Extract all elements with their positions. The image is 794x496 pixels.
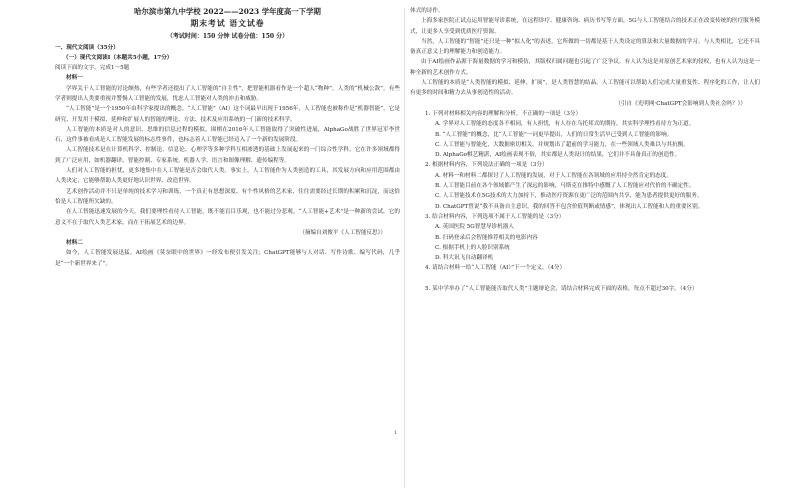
column-divider (404, 8, 405, 488)
source-citation: （摘编自刘俊平《人工智能反思》） (299, 229, 386, 236)
question-option: A. 材料一和材料二都探讨了人工智能的发展，对于人工智能在各领域的应用持全然肯定的态度。 (435, 172, 672, 179)
material-one-label: 材料一 (66, 75, 83, 82)
paragraph: “人工智能”是一个1950年由科学家提出的概念。“人工智能”（AI）这个词最早出现于1956年，人工智能也被称作是“机器智能”，它是研究、开发用于模拟、延伸和扩展人的智能的理论、方法、技术及应用系统的一门新的技术科学。 (55, 106, 400, 123)
exam-title: 期末考试 语文试卷 (190, 19, 265, 28)
question-option: B. 人工智能目前在各个领域都产生了深远的影响，马斯克在推特中感慨了人工智能应对代价的不确定性。 (435, 183, 695, 190)
question-2: 2. 根据材料内容，下列说法正确的一项是（3分） (425, 162, 548, 169)
paragraph: 学界关于人工智能的讨论颇热，有些学者还提出了人工智能的“自主性”，把智能机器看作是一个超人“物种”，人类的“机械公敌”。有些学者则提出人类要重视并警惕人工智能的发展，忧虑人工智能对人类的冲击和威胁。 (55, 85, 400, 102)
paragraph: 上海多家医院正试点运用智能导诊系统，在远程诊疗、健康咨询、病历书写等方面，5G与人工智能结合的技术正在改变传统的医疗服务模式，让更多人享受到优质医疗资源。 (410, 18, 760, 35)
paragraph: 人们对人工智能的担忧，更多地集中在人工智能是否会取代人类。事实上，人工智能作为人类创造的工具，其发展方向和应用范围都由人类决定，它能够帮助人类更好地认识世界、改造世界。 (55, 168, 400, 185)
paragraph: 在人工智能迅速发展的今天，我们要理性看待人工智能，既不能盲目乐观，也不能过分悲观。“人工智能+艺术”是一种新的尝试，它的意义不在于取代人类艺术家，而在于拓展艺术的边界。 (55, 209, 400, 226)
school-title: 哈尔滨市第九中学校 2022——2023 学年度高一下学期 (134, 7, 321, 16)
left-column (55, 6, 400, 269)
question-option: B. 扫码登录后会智能推荐相关的电影内容 (435, 234, 538, 241)
question-4: 4. 请结合材料一给“人工智能（AI）”下一个定义。（4分） (425, 265, 566, 272)
material-two-label: 材料二 (66, 240, 83, 247)
section-heading: 一、现代文阅读（35分） (55, 44, 119, 51)
subsection-heading: （一）现代文阅读Ⅰ（本题共5小题，17分） (63, 54, 173, 61)
question-option: D. AlphaGo棋艺精湛，AI绘画表现不俗，其实都是人类设计的结果，它们并不具备真正的创造性。 (435, 152, 681, 159)
question-option: A. 英国医院 5G智慧导诊机器人 (435, 224, 514, 231)
paragraph: 人工智能的本质是对人的意识、思维的信息过程的模拟。围棋在2016年人工智能取得了突破性进展，AlphaGo战胜了世界冠军李世石，这件事被看成是人工智能发展的标志性事件，也标志着人工智能已经迈入了一个新的发展阶段。 (55, 126, 400, 144)
question-option: D. 科大讯飞自动翻译机 (435, 255, 494, 262)
question-option: C. 根据手机上的人脸识别系统 (435, 244, 510, 251)
paragraph: 由于AI绘画作品源于海量数据的学习和模仿，其版权归属问题也引起了广泛争议。有人认为这是对原创艺术家的侵权，也有人认为这是一种全新的艺术创作方式。 (410, 59, 760, 76)
question-1: 1. 下列对材料相关内容的理解和分析，不正确的一项是（3分） (425, 110, 582, 117)
paragraph: 人工智能技术是在计算机科学、控制论、信息论、心理学等多种学科互相渗透的基础上发展起来的一门综合性学科，它在许多领域都得到了广泛应用，如机器翻译、智能控制、专家系统、机器人学、语言和图像理解、遗传编程等。 (55, 147, 400, 164)
exam-meta: （考试时间：150 分钟 试卷分值：150 分） (166, 32, 289, 40)
question-option: D. ChatGPT曾说“我不具备自主意识，我的回答不包含价值判断或情感”，体现出人工智能和人的重要区别。 (435, 203, 704, 210)
right-column (410, 6, 760, 294)
source-citation: （引自《光明网·ChatGPT会影响到人类社会吗？》） (615, 100, 746, 107)
question-option: B. “人工智能”的概念，比“人工智能”一词更早提出，人们的日常生活早已受到人工智能的影响。 (435, 131, 673, 138)
page-number: 1 (394, 430, 398, 436)
question-5: 5. 某中学举办了“人工智能能否取代人类”主题辩论会，请结合材料完成下面的表格，每点不超过30字。（4分） (425, 285, 698, 292)
question-option: C. 人工智能技术在5G技术的大力加持下，推动医疗资源在更广泛的范围内共享，能为患者提供更好的服务。 (435, 193, 703, 200)
question-3: 3. 结合材料内容，下列选项不属于人工智能的是（3分） (425, 213, 565, 220)
reading-instruction: 阅读下面的文字，完成1～5题 (55, 65, 130, 72)
paragraph: 艺术创作活动并不只是单纯的技术学习和训练，一个真正有思想深度、有个性风格的艺术家，往往需要经过长期的积累和沉淀，而这恰恰是人工智能所欠缺的。 (55, 188, 400, 205)
question-option: C. 人工智能与智能化，大数据密切相关，并规划出了超前的学习能力，在一些领域人类难以与其抗衡。 (435, 141, 689, 148)
paragraph: 体式的诗作。 (410, 8, 444, 14)
paragraph: 人工智能的本质是“人类智能的模拟、延伸、扩展”，是人类智慧的结晶。人工智能可以帮助人们完成大量重复性、程序化的工作，让人们有更多的时间和精力去从事创造性的活动。 (410, 80, 760, 97)
question-option: A. 学界对人工智能的态度各不相同，有人担忧，有人存在乌托邦式的期待，其实科学理性看待方为正道。 (435, 121, 695, 128)
paragraph: 如今，人工智能发展迅猛，AI绘画《莫奈眼中的世界》一经发布便引发关注；ChatGPT能够与人对话、写作诗歌、编写代码，几乎是“一个新世界来了”。 (55, 250, 400, 267)
paragraph: 当然，人工智能的“智能”还只是一种“拟人化”的表述，它所做的一切都是基于人类设定的算法和大量数据的学习。与人类相比，它还不具备真正意义上的理解能力和创造能力。 (410, 38, 760, 56)
